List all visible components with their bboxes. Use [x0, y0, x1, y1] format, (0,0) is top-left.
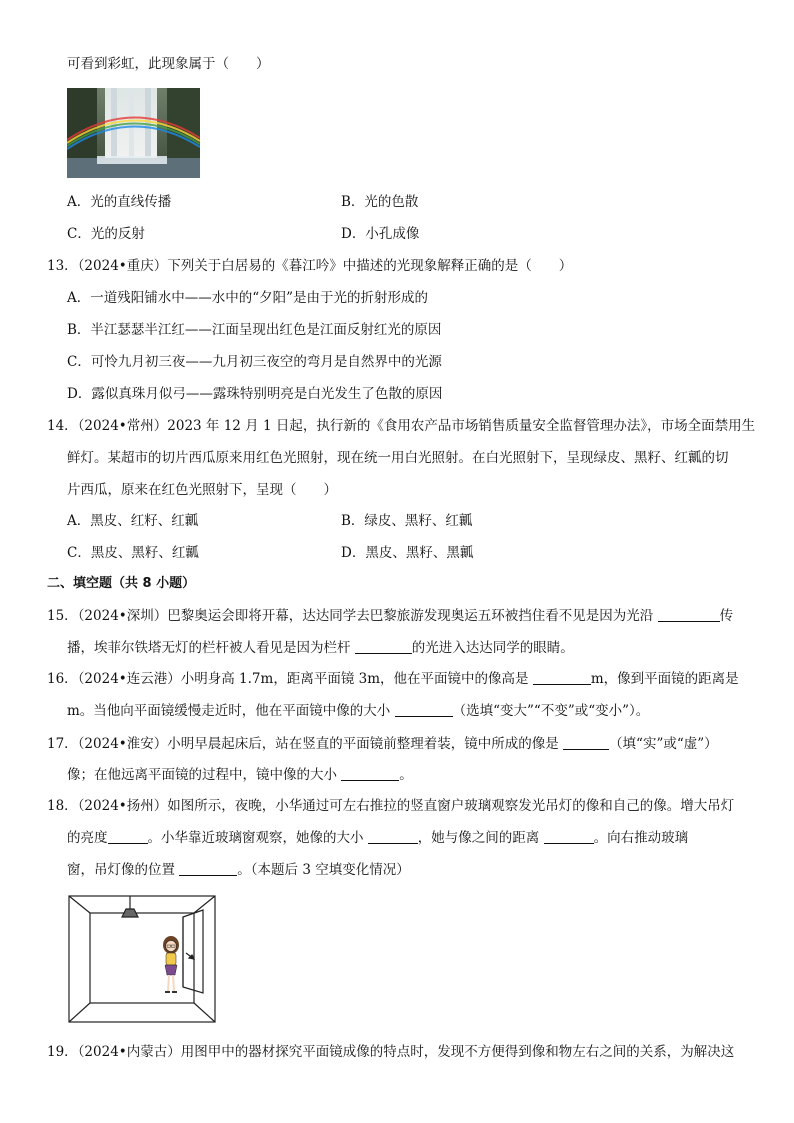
q12-option-a: A．光的直线传播	[67, 194, 172, 210]
q14-stem-line1	[47, 417, 755, 435]
answer-blank[interactable]	[563, 735, 609, 750]
answer-blank[interactable]	[395, 702, 453, 717]
question-text: 。（本题后 3 空填变化情况）	[237, 862, 410, 878]
q18-line3	[67, 861, 410, 879]
question-text: m。当他向平面镜缓慢走近时，他在平面镜中像的大小	[67, 703, 391, 719]
q14-stem-line2: 鲜灯。某超市的切片西瓜原来用红色光照射，现在统一用白光照射。在白光照射下，呈现绿皮、黑籽、红瓤的切	[67, 450, 729, 466]
question-text: 的光进入达达同学的眼睛。	[411, 640, 574, 656]
question-text: 。	[399, 767, 413, 783]
q12-option-d: D．小孔成像	[341, 226, 420, 242]
q13-option-d: D．露似真珠月似弓——露珠特别明亮是白光发生了色散的原因	[67, 386, 443, 402]
question-number: 16．	[47, 671, 78, 687]
q14-option-b: B．绿皮、黑籽、红瓤	[341, 513, 473, 529]
question-text: 小明身高 1.7m，距离平面镜 3m，他在平面镜中的像高是	[180, 671, 529, 687]
answer-blank[interactable]	[108, 829, 148, 844]
q14-option-d: D．黑皮、黑籽、黑瓤	[341, 545, 474, 561]
question-number: 18．	[47, 798, 78, 814]
q12-option-c: C．光的反射	[67, 226, 145, 242]
q14-option-a: A．黑皮、红籽、红瓤	[67, 513, 199, 529]
question-text: 窗，吊灯像的位置	[67, 862, 175, 878]
question-number: 19．	[47, 1044, 78, 1060]
q13-option-b: B．半江瑟瑟半江红——江面呈现出红色是江面反射红光的原因	[67, 322, 442, 338]
q14-option-c: C．黑皮、黑籽、红瓤	[67, 545, 199, 561]
question-text: 的亮度	[67, 830, 108, 846]
q12-option-b: B．光的色散	[341, 194, 419, 210]
answer-blank[interactable]	[544, 829, 594, 844]
question-number: 14．	[47, 418, 78, 434]
question-source: （2024•重庆）	[77, 258, 168, 274]
answer-blank[interactable]	[368, 829, 418, 844]
answer-blank[interactable]	[658, 607, 720, 622]
question-text: 小明早晨起床后，站在竖直的平面镜前整理着装，镜中所成的像是	[167, 736, 559, 752]
question-text: ，她与像之间的距离	[417, 830, 540, 846]
q12-stem-tail: 可看到彩虹，此现象属于（ ）	[67, 56, 270, 72]
q18-line1	[47, 797, 734, 815]
q13-option-a: A．一道残阳铺水中——水中的“夕阳”是由于光的折射形成的	[67, 290, 429, 306]
question-number: 17．	[47, 736, 78, 752]
q13-stem	[47, 257, 572, 275]
question-text: 下列关于白居易的《暮江吟》中描述的光现象解释正确的是（ ）	[167, 258, 573, 274]
question-text: 巴黎奥运会即将开幕，达达同学去巴黎旅游发现奥运五环被挡住看不见是因为光沿	[167, 608, 654, 624]
question-source: （2024•淮安）	[77, 736, 168, 752]
q13-option-c: C．可怜九月初三夜——九月初三夜空的弯月是自然界中的光源	[67, 354, 442, 370]
question-number: 15．	[47, 608, 78, 624]
section-heading: 二、填空题（共 8 小题）	[47, 576, 196, 591]
question-text: 传	[719, 608, 734, 624]
waterfall-rainbow-photo	[67, 88, 200, 178]
q14-stem-line3: 片西瓜，原来在红色光照射下，呈现（ ）	[67, 482, 337, 498]
q15-line2	[67, 639, 574, 657]
question-text: 用图甲中的器材探究平面镜成像的特点时，发现不方便得到像和物左右之间的关系，为解决这	[180, 1044, 735, 1060]
question-text: 。小华靠近玻璃窗观察，她像的大小	[147, 830, 364, 846]
q15-line1	[47, 607, 733, 625]
question-source: （2024•常州）	[77, 418, 168, 434]
q16-line2	[67, 702, 649, 720]
question-number: 13．	[47, 258, 78, 274]
question-text: （选填“变大”“不变”或“变小”）。	[452, 703, 650, 719]
answer-blank[interactable]	[341, 766, 399, 781]
answer-blank[interactable]	[533, 670, 591, 685]
question-text: 播，埃菲尔铁塔无灯的栏杆被人看见是因为栏杆	[67, 640, 351, 656]
question-text: 。向右推动玻璃	[593, 830, 689, 846]
question-source: （2024•内蒙古）	[77, 1044, 181, 1060]
q17-line1	[47, 735, 718, 753]
q19-line1	[47, 1043, 734, 1061]
answer-blank[interactable]	[355, 639, 412, 654]
question-text: 2023 年 12 月 1 日起，执行新的《食用农产品市场销售质量安全监督管理办法》，市场全面禁用生	[167, 418, 756, 434]
q18-line2	[67, 829, 688, 847]
answer-blank[interactable]	[179, 861, 237, 876]
q17-line2	[67, 766, 413, 784]
question-text: m，像到平面镜的距离是	[590, 671, 739, 687]
question-text: 像；在他远离平面镜的过程中，镜中像的大小	[67, 767, 337, 783]
question-source: （2024•深圳）	[77, 608, 168, 624]
question-source: （2024•连云港）	[77, 671, 181, 687]
question-source: （2024•扬州）	[77, 798, 168, 814]
q16-line1	[47, 670, 739, 688]
question-text: （填“实”或“虚”）	[609, 736, 718, 752]
question-text: 如图所示，夜晚，小华通过可左右推拉的竖直窗户玻璃观察发光吊灯的像和自己的像。增大吊灯	[167, 798, 735, 814]
room-window-lamp-figure	[68, 895, 216, 1023]
